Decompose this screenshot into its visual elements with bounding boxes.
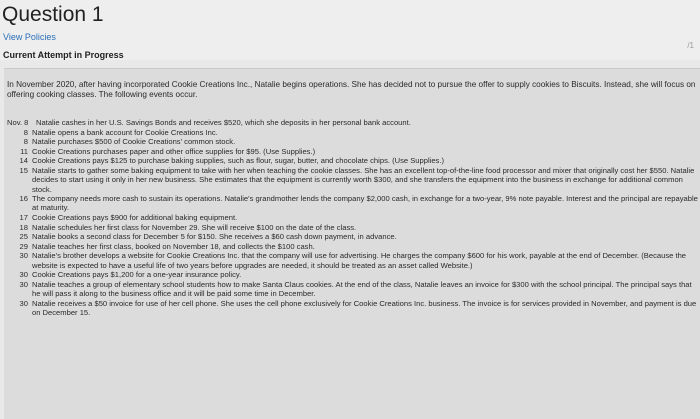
event-row <box>4 251 700 270</box>
event-date: 30 <box>19 251 28 261</box>
points-label: /1 <box>687 41 694 50</box>
event-row <box>4 156 700 165</box>
question-header <box>0 0 700 60</box>
event-list <box>4 118 700 318</box>
event-text: Natalie teaches her first class, booked on November 18, and collects the $100 cash. <box>32 241 315 251</box>
question-title: Question 1 <box>2 3 104 26</box>
event-text: Natalie schedules her first class for November 29. She will receive $100 on the date of the class. <box>32 222 357 232</box>
event-date: Nov. 8 <box>7 118 29 127</box>
event-text: Cookie Creations purchases paper and other office supplies for $95. (Use Supplies.) <box>32 146 316 156</box>
event-row <box>4 194 700 213</box>
event-text: Natalie receives a $50 invoice for use of her cell phone. She uses the cell phone exclusively for Cookie Creations Inc. business. The invoice is for services provided in November, and payment is due on December 15. <box>32 298 697 318</box>
event-row <box>4 232 700 241</box>
event-date: 25 <box>19 232 28 242</box>
event-text: The company needs more cash to sustain its operations. Natalie's grandmother lends the company $2,000 cash, in exchange for a two-year, 9% note payable. Interest and the principal are repayable at maturity. <box>32 194 698 213</box>
event-row <box>4 137 700 146</box>
event-text: Natalie purchases $500 of Cookie Creations' common stock. <box>32 137 236 147</box>
event-row <box>4 270 700 279</box>
event-date: 18 <box>19 222 28 232</box>
event-text: Cookie Creations pays $1,200 for a one-year insurance policy. <box>32 270 242 280</box>
event-text: Natalie starts to gather some baking equipment to take with her when teaching the cookie classes. She has an excellent top-of-the-line food processor and mixer that originally cost her $550. Natalie decides to start using it only in her new business. She estimates that the equipment is currently worth $300, and she transfers the equipment into the business in exchange for additional common stock. <box>32 165 695 194</box>
event-row <box>4 299 700 318</box>
event-date: 17 <box>19 213 28 223</box>
view-policies-link[interactable]: View Policies <box>3 32 56 42</box>
event-text: Natalie books a second class for December 5 for $150. She receives a $60 cash down payment, in advance. <box>32 232 397 242</box>
intro-text: In November 2020, after having incorporated Cookie Creations Inc., Natalie begins operations. She has decided not to pursue the offer to supply cookies to Biscuits. Instead, she will focus on offering cooking classes. The following events occur. <box>7 80 696 99</box>
event-date: 30 <box>19 298 28 308</box>
event-text: Natalie teaches a group of elementary school students how to make Santa Claus cookies. At the end of the class, Natalie leaves an invoice for $300 with the school principal. The principal says that he will pass it along to the business office and it will be paid some time in December. <box>32 279 692 299</box>
event-row <box>4 223 700 232</box>
event-row <box>4 280 700 299</box>
event-date: 29 <box>19 241 28 251</box>
event-date: 30 <box>19 279 28 289</box>
event-text: Natalie's brother develops a website for Cookie Creations Inc. that the company will use for advertising. He charges the company $600 for his work, payable at the end of December. (Because the website is expected to have a useful life of two years before upgrades are needed, it should be treated as an asset called Website.) <box>32 251 687 270</box>
event-date: 11 <box>20 146 28 156</box>
event-row <box>4 242 700 251</box>
event-row <box>4 118 700 127</box>
event-text: Cookie Creations pays $125 to purchase baking supplies, such as flour, sugar, butter, and chocolate chips. (Use Supplies.) <box>32 156 444 166</box>
event-date: 8 <box>23 127 28 137</box>
event-text: Cookie Creations pays $900 for additional baking equipment. <box>32 213 238 223</box>
event-date: 30 <box>19 270 28 280</box>
event-row <box>4 128 700 137</box>
event-row <box>4 213 700 222</box>
event-date: 16 <box>19 194 28 204</box>
event-row <box>4 166 700 194</box>
attempt-heading: Current Attempt in Progress <box>3 50 124 60</box>
event-date: 14 <box>19 156 28 166</box>
event-date: 8 <box>23 137 28 147</box>
event-date: 15 <box>19 165 28 175</box>
event-text: Natalie cashes in her U.S. Savings Bonds and receives $520, which she deposits in her personal bank account. <box>36 118 411 127</box>
event-text: Natalie opens a bank account for Cookie Creations Inc. <box>32 127 218 137</box>
event-row <box>4 147 700 156</box>
question-content <box>4 68 700 419</box>
